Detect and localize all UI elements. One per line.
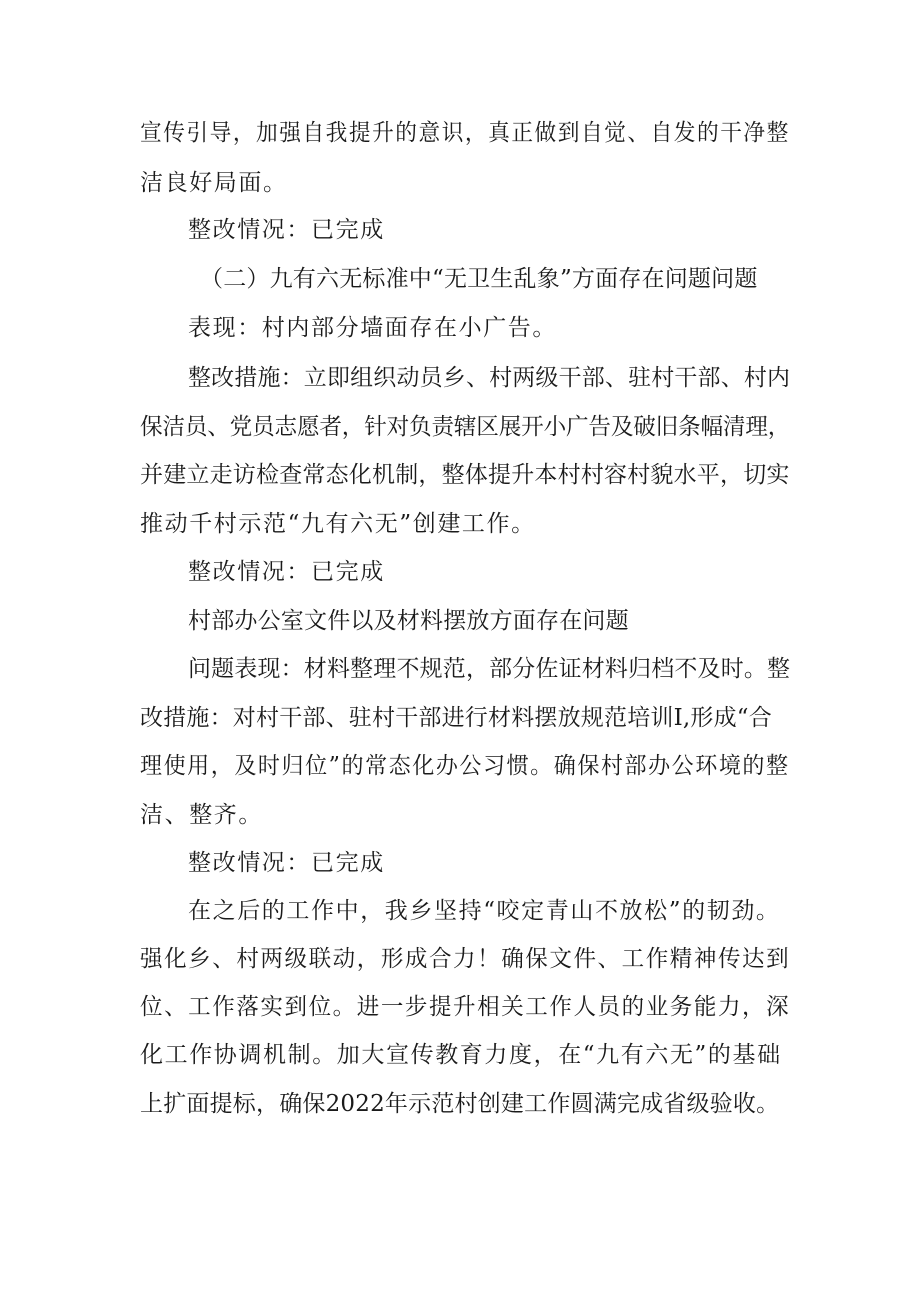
paragraph-line: 洁、整齐。 xyxy=(140,802,263,828)
paragraph-line: 化工作协调机制。加大宣传教育力度，在“九有六无”的基础 xyxy=(140,1042,782,1068)
paragraph-line: 改措施：对村干部、驻村干部进行材料摆放规范培训I,形成“合 xyxy=(140,705,772,731)
status-line: 整改情况：已完成 xyxy=(188,850,385,876)
paragraph-line: 表现：村内部分墙面存在小广告。 xyxy=(188,315,557,341)
paragraph-line: 问题表现：材料整理不规范，部分佐证材料归档不及时。整 xyxy=(188,656,791,682)
section-heading: 村部办公室文件以及材料摆放方面存在问题 xyxy=(188,608,629,634)
paragraph-line: 在之后的工作中，我乡坚持“咬定青山不放松”的韧劲。 xyxy=(188,898,781,924)
status-line: 整改情况：已完成 xyxy=(188,217,385,243)
paragraph-line: 保洁员、党员志愿者，针对负责辖区展开小广告及破旧条幅清理， xyxy=(140,414,791,440)
section-heading: （二）九有六无标准中“无卫生乱象”方面存在问题问题 xyxy=(200,266,758,292)
status-line: 整改情况：已完成 xyxy=(188,559,385,585)
paragraph-line: 洁良好局面。 xyxy=(140,170,288,196)
paragraph-line: 上扩面提标，确保2022年示范村创建工作圆满完成省级验收。 xyxy=(140,1091,780,1117)
paragraph-line: 强化乡、村两级联动，形成合力！确保文件、工作精神传达到 xyxy=(140,946,791,972)
paragraph-line: 位、工作落实到位。进一步提升相关工作人员的业务能力，深 xyxy=(140,994,791,1020)
paragraph-line: 并建立走访检查常态化机制，整体提升本村村容村貌水平，切实 xyxy=(140,462,790,488)
paragraph-line: 宣传引导，加强自我提升的意识，真正做到自觉、自发的干净整 xyxy=(140,120,790,146)
paragraph-line: 整改措施：立即组织动员乡、村两级干部、驻村干部、村内 xyxy=(188,365,791,391)
paragraph-line: 推动千村示范“九有六无”创建工作。 xyxy=(140,511,536,537)
paragraph-line: 理使用，及时归位”的常态化办公习惯。确保村部办公环境的整 xyxy=(140,753,790,779)
